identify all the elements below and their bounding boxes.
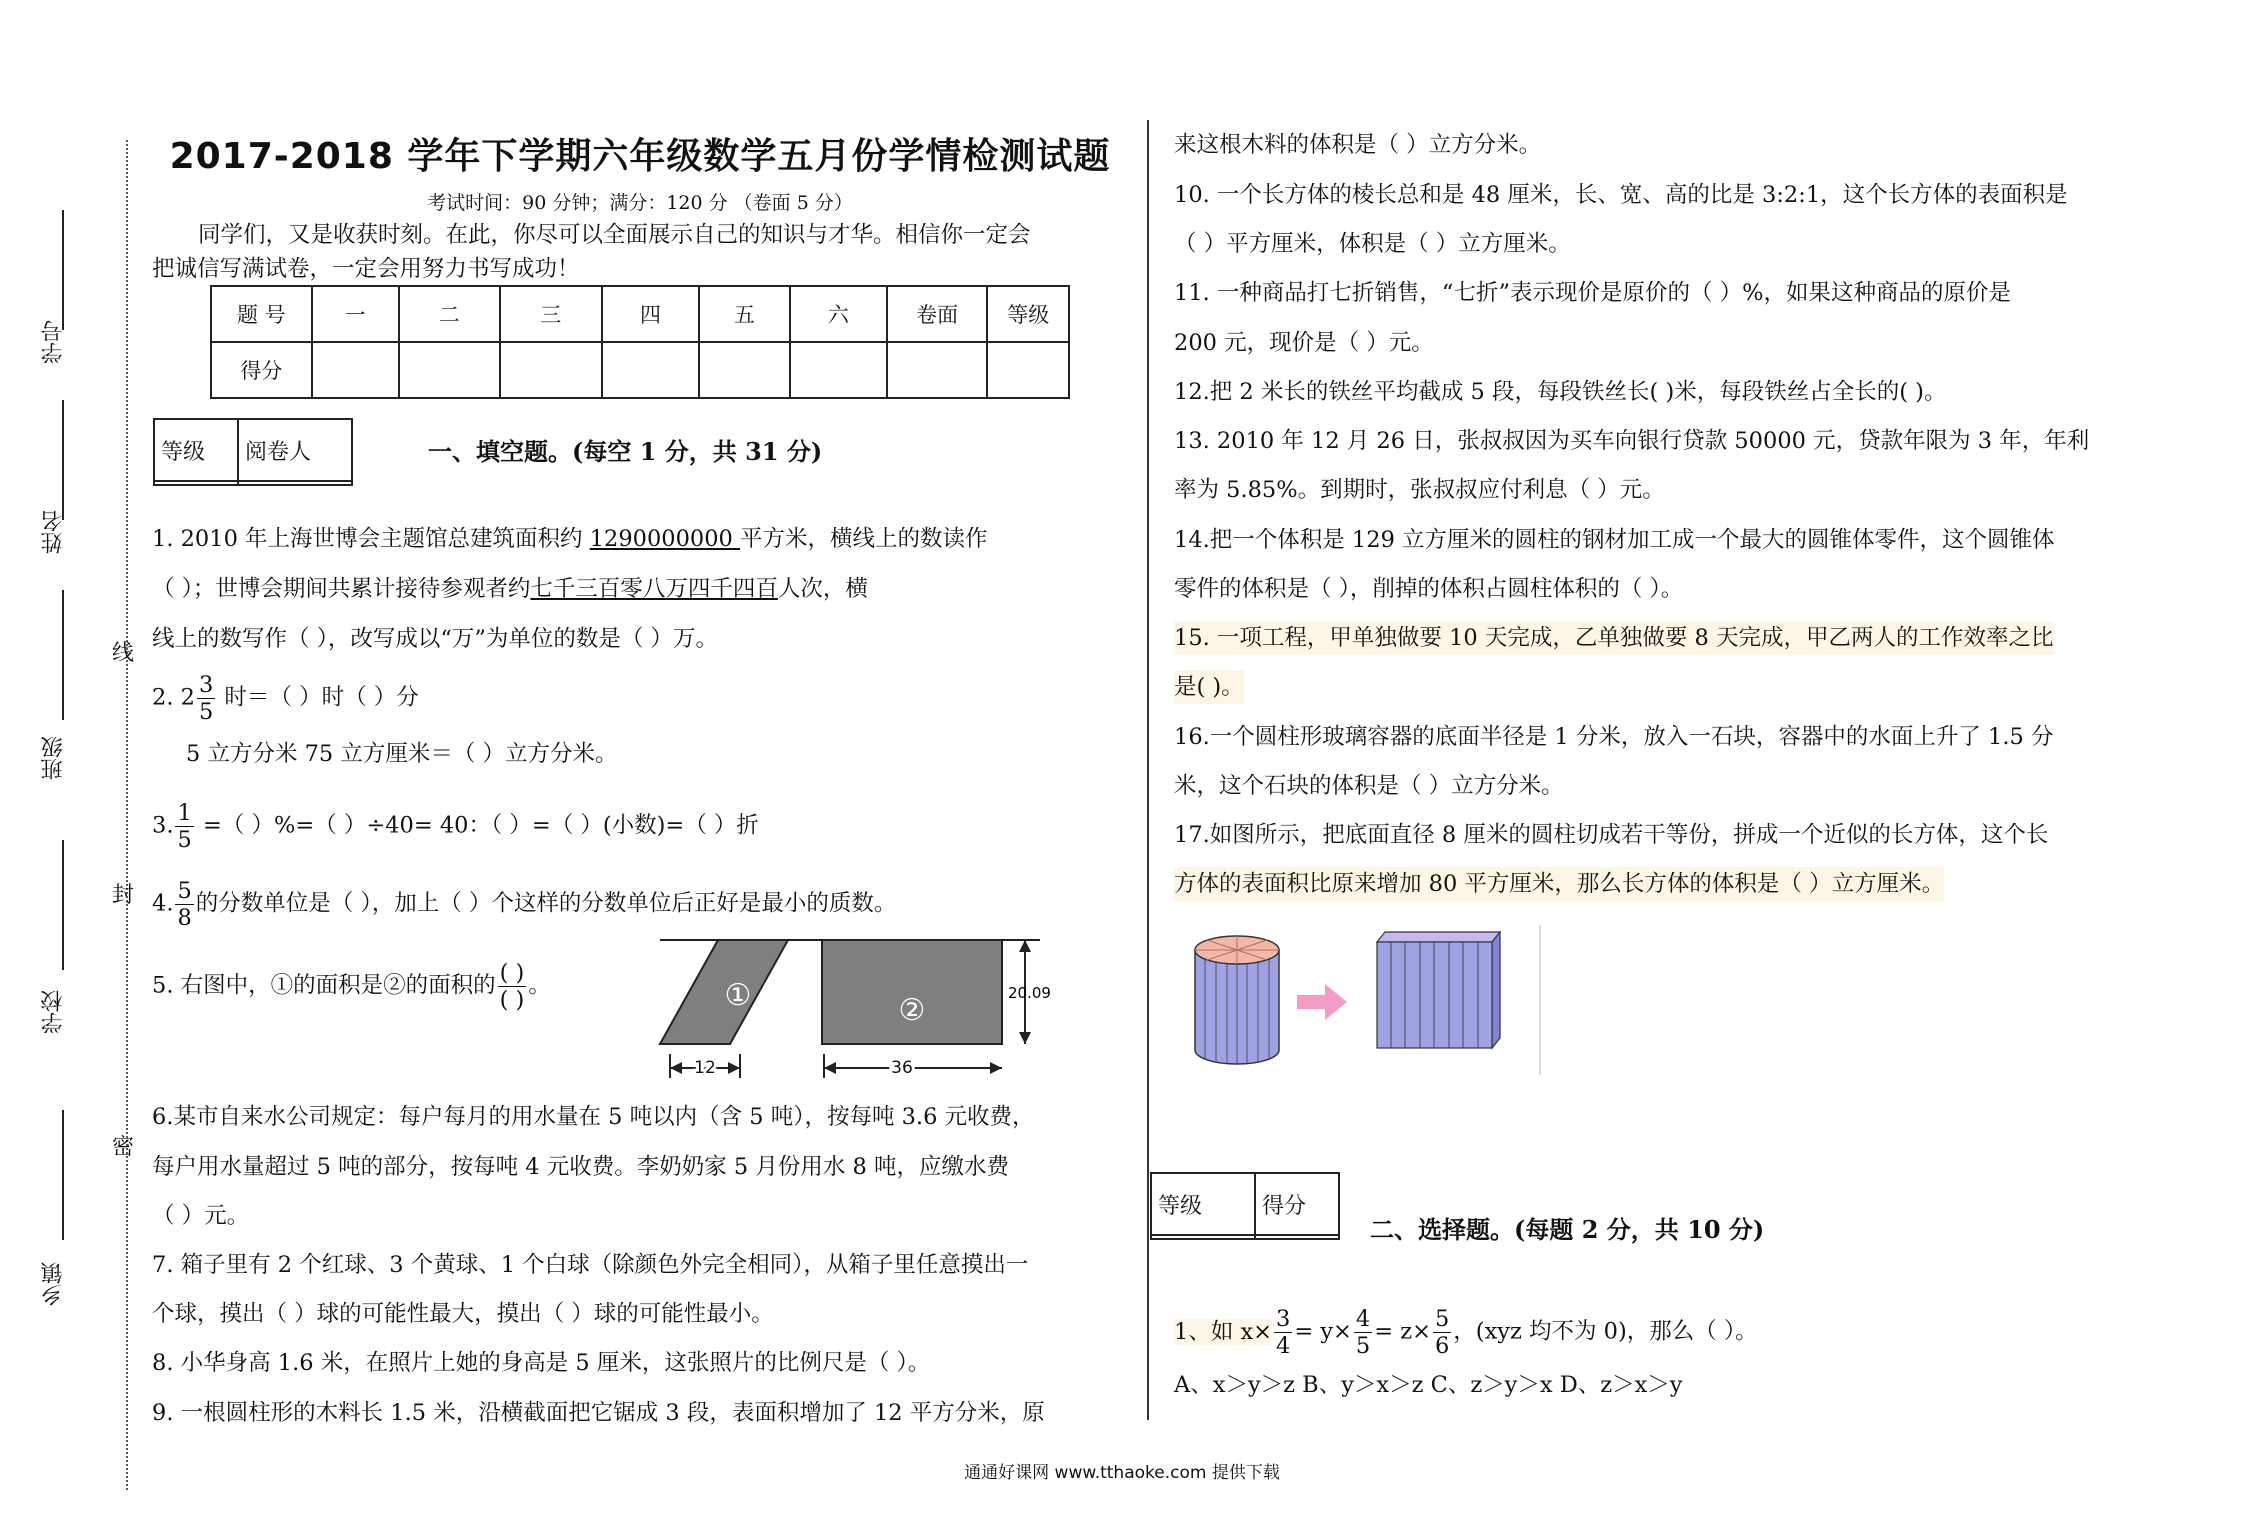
arrowhead-icon xyxy=(1019,1032,1031,1044)
q15-line-1: 15. 一项工程，甲单独做要 10 天完成，乙单独做要 8 天完成，甲乙两人的工作效率之比 xyxy=(1174,621,2054,655)
exam-subtitle: 考试时间：90 分钟；满分：120 分 （卷面 5 分） xyxy=(427,192,853,214)
q5-line xyxy=(152,960,551,1013)
q1-text: 1. 2010 年上海世博会主题馆总建筑面积约 xyxy=(152,526,590,552)
intro-line-2: 把诚信写满试卷，一定会用努力书写成功！ xyxy=(152,256,580,282)
sidebar-line xyxy=(62,590,64,720)
score-table-header: 二 xyxy=(399,286,500,342)
score-table xyxy=(210,285,1070,399)
dimension-height-label: 20.09 xyxy=(1008,984,1051,1002)
q6-line-1: 6.某市自来水公司规定：每户每月的用水量在 5 吨以内（含 5 吨），按每吨 3.6 元收费， xyxy=(152,1104,1035,1130)
fraction-numerator: ( ) xyxy=(499,960,525,986)
s2-q1-fraction xyxy=(1274,1306,1292,1359)
fraction-denominator: 8 xyxy=(177,905,192,931)
q3-text: 3. xyxy=(152,812,174,839)
q1-text: 平方米，横线上的数读作 xyxy=(740,526,988,552)
fraction-numerator: 4 xyxy=(1355,1306,1371,1332)
sidebar-line xyxy=(62,210,64,330)
score-cell[interactable] xyxy=(602,342,699,398)
arrowhead-icon xyxy=(990,1062,1002,1074)
q7-line-1: 7. 箱子里有 2 个红球、3 个黄球、1 个白球（除颜色外完全相同），从箱子里任意摸出一 xyxy=(152,1252,1029,1278)
score-cell[interactable] xyxy=(887,342,988,398)
score-table-header: 一 xyxy=(312,286,399,342)
column-divider xyxy=(1147,120,1149,1420)
q14-line-2: 零件的体积是（ ），削掉的体积占圆柱体积的（ ）。 xyxy=(1174,576,1684,602)
q2-text: 2. 2 xyxy=(152,684,195,711)
s2-q1-fraction xyxy=(1433,1306,1451,1359)
q2-line-2: 5 立方分米 75 立方厘米＝（ ）立方分米。 xyxy=(186,741,618,767)
sidebar-label-student-id: 学号 xyxy=(41,320,66,364)
grader-box-cell[interactable] xyxy=(1255,1235,1339,1239)
fraction-numerator: 5 xyxy=(177,878,192,904)
score-cell[interactable] xyxy=(312,342,399,398)
dimension-base2-label: 36 xyxy=(891,1058,913,1078)
q8-line: 8. 小华身高 1.6 米，在照片上她的身高是 5 厘米，这张照片的比例尺是（ ）。 xyxy=(152,1350,931,1376)
arrowhead-icon xyxy=(670,1062,682,1074)
q2-line-1 xyxy=(152,672,419,725)
footer-credit: 通通好课网 www.tthaoke.com 提供下载 xyxy=(964,1463,1280,1483)
s2-q1-text: 1、如 x× xyxy=(1174,1318,1273,1345)
q2-fraction xyxy=(197,672,215,725)
grader-box-cell[interactable] xyxy=(1151,1235,1255,1239)
score-table-header: 题 号 xyxy=(211,286,312,342)
seal-dotted-line xyxy=(126,140,128,1490)
score-cell[interactable] xyxy=(399,342,500,398)
rectangle-shape-2 xyxy=(822,940,1002,1044)
sidebar-label-name: 姓名 xyxy=(41,510,66,554)
q16-line-2: 米，这个石块的体积是（ ）立方分米。 xyxy=(1174,773,1564,799)
fraction-numerator: 5 xyxy=(1434,1306,1450,1332)
sidebar-label-class: 班级 xyxy=(41,736,66,780)
q14-line-1: 14.把一个体积是 129 立方厘米的圆柱的钢材加工成一个最大的圆锥体零件，这个圆锥体 xyxy=(1174,527,2055,553)
q1-underlined-words: 七千三百零八万四千四百 xyxy=(530,576,778,602)
intro-line-1: 同学们，又是收获时刻。在此，你尽可以全面展示自己的知识与才华。相信你一定会 xyxy=(198,222,1031,248)
dimension-base1-label: 12 xyxy=(694,1058,716,1078)
grader-box-label: 等级 xyxy=(154,419,238,481)
q3-line xyxy=(152,800,759,853)
seal-char-line: 线 xyxy=(112,641,135,666)
fraction-numerator: 1 xyxy=(177,800,192,826)
q17-line-2: 方体的表面积比原来增加 80 平方厘米，那么长方体的体积是（ ）立方厘米。 xyxy=(1174,867,1944,901)
grader-box-2 xyxy=(1150,1172,1340,1240)
grader-box-cell[interactable] xyxy=(154,481,238,485)
arrowhead-icon xyxy=(824,1062,836,1074)
q1-line-3: 线上的数写作（ ），改写成以“万”为单位的数是（ ）万。 xyxy=(152,626,719,652)
score-cell[interactable] xyxy=(500,342,603,398)
cylinder-top-sectors xyxy=(1195,936,1279,964)
s2-q1-options: A、x＞y＞z B、y＞x＞z C、z＞y＞x D、z＞x＞y xyxy=(1174,1372,1683,1398)
sidebar-label-school: 学校 xyxy=(41,990,66,1034)
grader-box-cell[interactable] xyxy=(238,481,352,485)
q17-line-1: 17.如图所示，把底面直径 8 厘米的圆柱切成若干等份，拼成一个近似的长方体，这个长 xyxy=(1174,822,2049,848)
q9-line-2: 来这根木料的体积是（ ）立方分米。 xyxy=(1174,132,1542,158)
s2-q1-text: = y× xyxy=(1294,1318,1352,1345)
sidebar-label-town: 乡镇 xyxy=(41,1262,66,1306)
fraction-denominator: 5 xyxy=(177,827,192,853)
sidebar-line xyxy=(62,840,64,970)
fraction-denominator: 5 xyxy=(1355,1333,1371,1359)
score-table-header: 四 xyxy=(602,286,699,342)
sidebar-line xyxy=(62,1110,64,1240)
s2-q1-text: ，(xyz 均不为 0)，那么（ ）。 xyxy=(1453,1318,1758,1345)
q5-fraction xyxy=(498,960,527,1013)
score-table-header: 三 xyxy=(500,286,603,342)
q7-line-2: 个球，摸出（ ）球的可能性最大，摸出（ ）球的可能性最小。 xyxy=(152,1301,774,1327)
grader-box-label: 阅卷人 xyxy=(238,419,352,481)
fraction-numerator: 3 xyxy=(198,672,214,698)
q11-line-1: 11. 一种商品打七折销售，“七折”表示现价是原价的（ ）%，如果这种商品的原价是 xyxy=(1174,280,2011,306)
q4-text: 4. xyxy=(152,890,174,917)
q1-underlined-number: 1290000000 xyxy=(589,526,740,552)
score-table-header: 五 xyxy=(699,286,790,342)
q15-line-2: 是( )。 xyxy=(1174,670,1244,704)
cuboid-top xyxy=(1377,932,1500,942)
score-cell[interactable] xyxy=(987,342,1069,398)
q6-line-3: （ ）元。 xyxy=(152,1203,250,1229)
fraction-denominator: 5 xyxy=(198,699,214,725)
s2-q1-line xyxy=(1174,1306,1758,1359)
q12-line: 12.把 2 米长的铁丝平均截成 5 段，每段铁丝长( )米，每段铁丝占全长的( )。 xyxy=(1174,379,1947,405)
transform-arrow-icon xyxy=(1297,984,1347,1020)
sidebar-line xyxy=(62,400,64,520)
score-table-row-label: 得分 xyxy=(211,342,312,398)
grader-box-label: 等级 xyxy=(1151,1173,1255,1235)
q9-line-1: 9. 一根圆柱形的木料长 1.5 米，沿横截面把它锯成 3 段，表面积增加了 12 平方分米，原 xyxy=(152,1400,1045,1426)
fraction-denominator: 6 xyxy=(1434,1333,1450,1359)
q4-fraction xyxy=(175,878,193,931)
figure-label-2: ② xyxy=(898,993,926,1028)
q13-line-1: 13. 2010 年 12 月 26 日，张叔叔因为买车向银行贷款 50000 元，贷款年限为 3 年，年利 xyxy=(1174,428,2090,454)
figure-label-1: ① xyxy=(724,978,752,1013)
score-cell[interactable] xyxy=(699,342,790,398)
score-table-header: 卷面 xyxy=(887,286,988,342)
q1-line-2 xyxy=(152,572,868,606)
fraction-numerator: 3 xyxy=(1276,1306,1291,1332)
q5-figure xyxy=(640,930,1060,1090)
exam-title: 2017-2018 学年下学期六年级数学五月份学情检测试题 xyxy=(169,136,1111,177)
grader-box-label: 得分 xyxy=(1255,1173,1339,1235)
section-1-title: 一、填空题。(每空 1 分，共 31 分) xyxy=(428,437,823,466)
q6-line-2: 每户用水量超过 5 吨的部分，按每吨 4 元收费。李奶奶家 5 月份用水 8 吨，应缴水费 xyxy=(152,1154,1009,1180)
arrowhead-icon xyxy=(1019,940,1031,952)
q2-text: 时＝（ ）时（ ）分 xyxy=(217,684,419,711)
q10-line-2: （ ）平方厘米，体积是（ ）立方厘米。 xyxy=(1174,231,1571,257)
q1-line-1 xyxy=(152,522,988,556)
q4-text: 的分数单位是（ ），加上（ ）个这样的分数单位后正好是最小的质数。 xyxy=(195,890,897,917)
cuboid-side xyxy=(1492,932,1500,1048)
fraction-denominator: ( ) xyxy=(499,987,525,1013)
seal-char-secret: 密 xyxy=(112,1135,135,1160)
q4-line xyxy=(152,878,896,931)
seal-char-seal: 封 xyxy=(112,883,135,908)
score-table-header: 等级 xyxy=(987,286,1069,342)
section-2-title: 二、选择题。(每题 2 分，共 10 分) xyxy=(1370,1215,1765,1244)
arrowhead-icon xyxy=(728,1062,740,1074)
q5-text: 5. 右图中，①的面积是②的面积的 xyxy=(152,972,496,999)
score-cell[interactable] xyxy=(790,342,887,398)
q16-line-1: 16.一个圆柱形玻璃容器的底面半径是 1 分米，放入一石块，容器中的水面上升了 1.5 分 xyxy=(1174,724,2054,750)
q1-text: （ ）；世博会期间共累计接待参观者约 xyxy=(152,576,531,602)
q3-fraction xyxy=(175,800,193,853)
q3-text: =（ ）%=（ ）÷40= 40：（ ）=（ ）(小数)=（ ）折 xyxy=(195,812,759,839)
q10-line-1: 10. 一个长方体的棱长总和是 48 厘米，长、宽、高的比是 3:2:1，这个长方体的表面积是 xyxy=(1174,182,2068,208)
q5-text: 。 xyxy=(528,972,551,999)
score-table-header: 六 xyxy=(790,286,887,342)
q1-text: 人次，横 xyxy=(777,576,868,602)
grader-box-1 xyxy=(153,418,353,486)
s2-q1-text: = z× xyxy=(1374,1318,1431,1345)
q13-line-2: 率为 5.85%。到期时，张叔叔应付利息（ ）元。 xyxy=(1174,477,1665,503)
fraction-denominator: 4 xyxy=(1276,1333,1291,1359)
q11-line-2: 200 元，现价是（ ）元。 xyxy=(1174,330,1434,356)
s2-q1-fraction xyxy=(1354,1306,1372,1359)
q17-figure xyxy=(1185,920,1545,1080)
